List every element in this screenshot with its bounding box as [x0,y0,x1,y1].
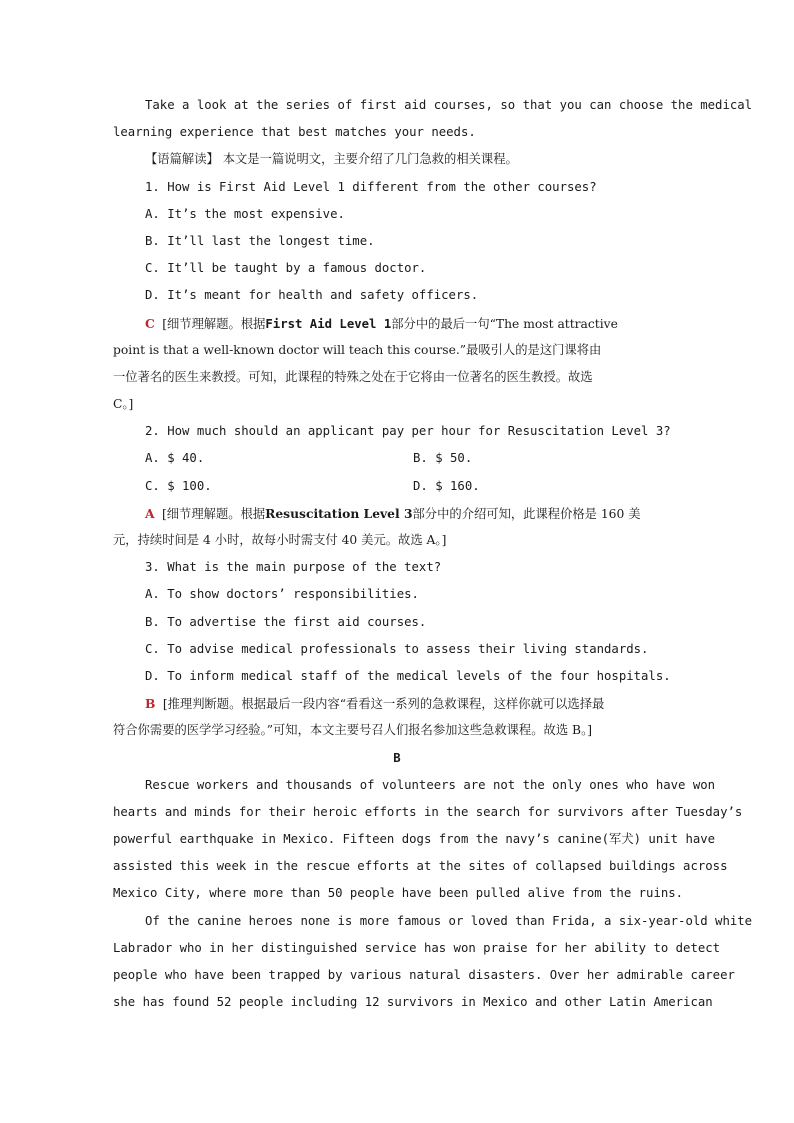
q1-option-a: A. It’s the most expensive. [145,206,345,221]
document-page [113,92,753,1016]
q1-option-d: D. It’s meant for health and safety officers. [145,288,479,303]
paragraph-line: hearts and minds for their heroic efforts in the search for survivors after Tuesday’s [113,804,743,819]
q2-options-row [113,445,681,472]
analysis-note: 【语篇解读】 本文是一篇说明文，主要介绍了几门急救的相关课程。 [145,152,518,167]
q2-option-b: B. $ 50. [413,451,473,466]
paragraph-line: assisted this week in the rescue efforts at the sites of collapsed buildings across [113,859,728,874]
paragraph-line: Labrador who in her distinguished service has won praise for her ability to detect [113,940,721,955]
q1-answer: C [145,315,155,331]
passage-line: learning experience that best matches your needs. [113,125,476,140]
paragraph-line: she has found 52 people including 12 survivors in Mexico and other Latin American [113,995,713,1010]
q2-answer: A [145,505,155,521]
question-3-stem: 3. What is the main purpose of the text? [145,560,442,575]
q1-explanation-line: C。] [113,397,134,412]
q1-explanation-line: C [细节理解题。根据First Aid Level 1部分中的最后一句“The most attractive [145,315,618,331]
q1-explanation-line: 一位著名的医生来教授。可知，此课程的特殊之处在于它将由一位著名的医生教授。故选 [113,369,593,384]
q3-answer: B [145,696,156,712]
q2-explanation-line: 元，持续时间是 4 小时，故每小时需支付 40 美元。故选 A。] [113,533,447,547]
passage-line: Take a look at the series of first aid courses, so that you can choose the medical [145,98,753,112]
q3-explanation-line: B [推理判断题。根据最后一段内容“看看这一系列的急救课程，这样你就可以选择最 [145,696,605,712]
q2-option-d: D. $ 160. [413,478,480,493]
q2-option-a: A. $ 40. [145,451,205,466]
q3-option-c: C. To advise medical professionals to assess their living standards. [145,641,649,656]
q3-option-a: A. To show doctors’ responsibilities. [145,587,419,602]
q3-explanation-line: 符合你需要的医学学习经验。”可知，本文主要号召人们报名参加这些急救课程。故选 B。] [113,723,593,738]
q2-option-c: C. $ 100. [145,478,212,493]
q2-explanation-line: A [细节理解题。根据Resuscitation Level 3部分中的介绍可知，此课程价格是 160 美 [145,505,641,521]
question-1-stem: 1. How is First Aid Level 1 different from the other courses? [145,179,597,194]
q2-options-row [113,473,681,500]
paragraph-line: Rescue workers and thousands of volunteers are not the only ones who have won [145,777,716,792]
section-heading: B [393,750,401,765]
q1-option-b: B. It’ll last the longest time. [145,233,375,248]
q3-option-d: D. To inform medical staff of the medical levels of the four hospitals. [145,668,671,683]
paragraph-line: Of the canine heroes none is more famous or loved than Frida, a six-year-old white [145,913,753,928]
paragraph-line: Mexico City, where more than 50 people have been pulled alive from the ruins. [113,886,684,901]
paragraph-line: powerful earthquake in Mexico. Fifteen dogs from the navy’s canine(军犬) unit have [113,832,716,847]
question-2-stem: 2. How much should an applicant pay per hour for Resuscitation Level 3? [145,424,671,439]
q1-option-c: C. It’ll be taught by a famous doctor. [145,261,427,276]
paragraph-line: people who have been trapped by various natural disasters. Over her admirable career [113,968,735,982]
q1-explanation-line: point is that a well-known doctor will teach this course.”最吸引人的是这门课将由 [113,342,602,357]
q3-option-b: B. To advertise the first aid courses. [145,614,427,629]
